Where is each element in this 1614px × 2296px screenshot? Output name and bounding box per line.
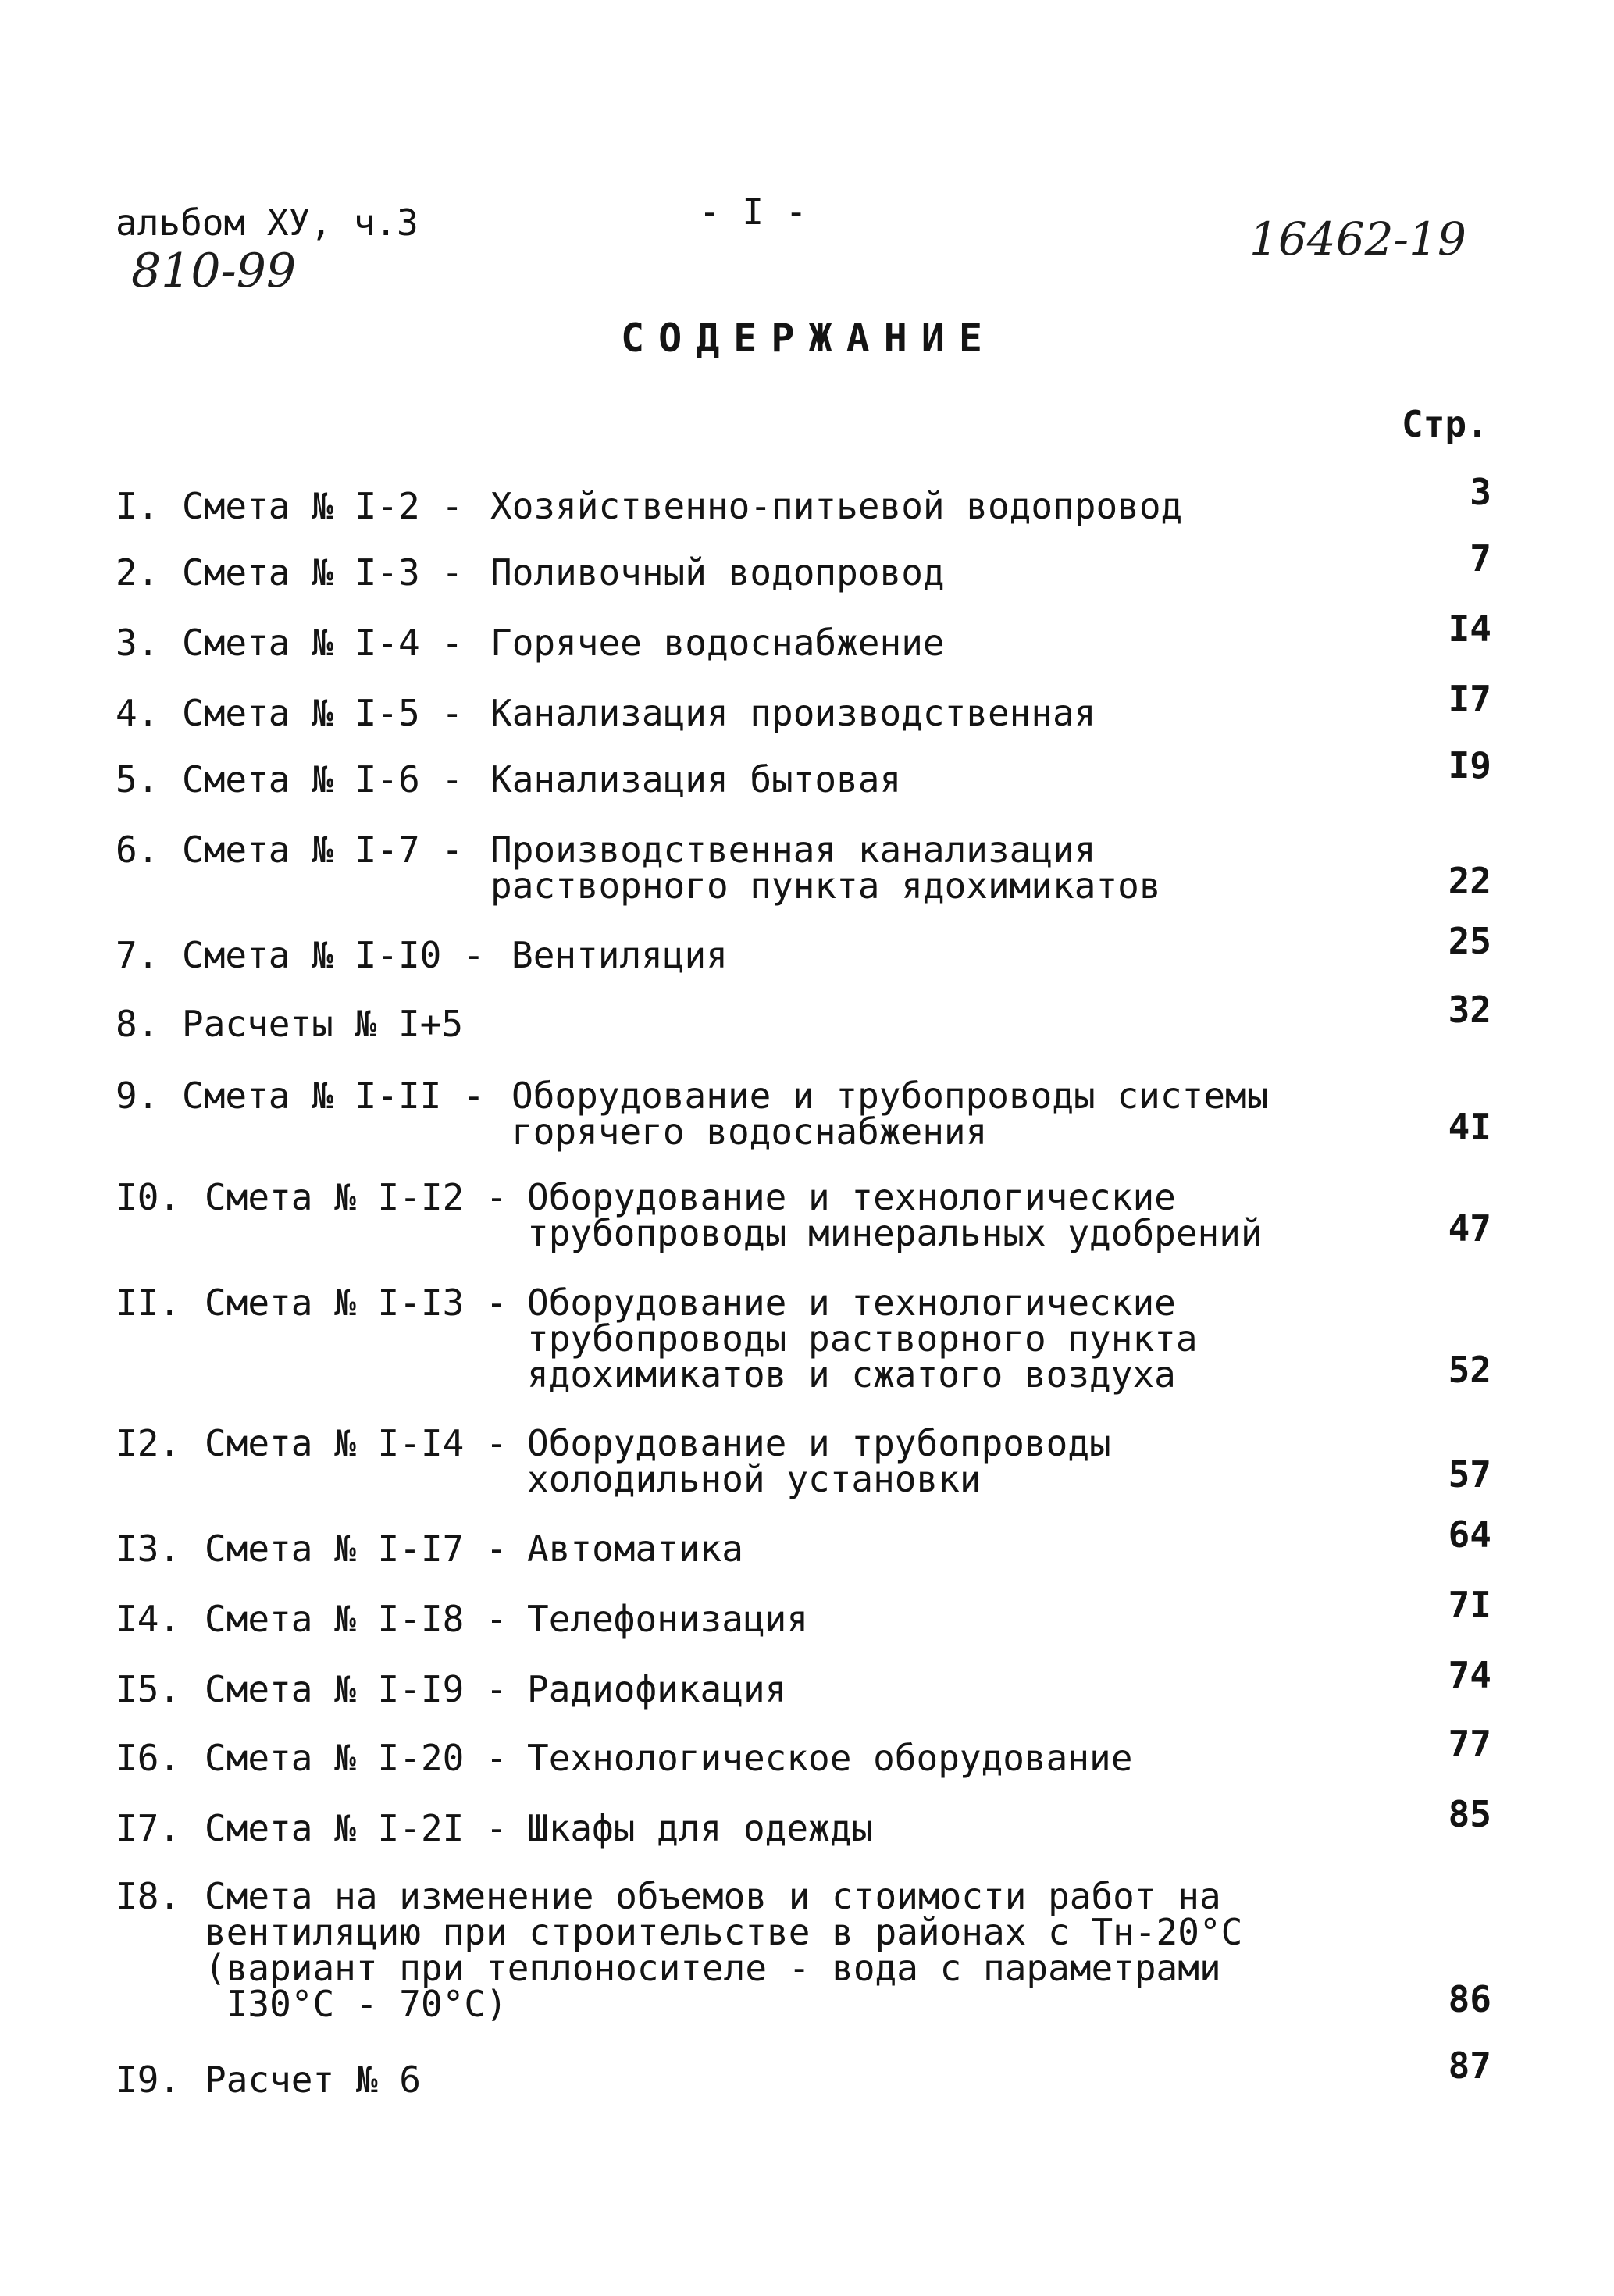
entry-page-number: 25: [1448, 920, 1491, 962]
entry-number: I7.: [116, 1807, 181, 1849]
description-line: холодильной установки: [527, 1458, 982, 1500]
entry-page-number: I9: [1448, 744, 1491, 786]
entry-number: II.: [116, 1282, 181, 1324]
entry-reference: Смета № I-II -: [182, 1075, 485, 1117]
description-line: вентиляцию при строительстве в районах с Тн-20°С: [205, 1911, 1243, 1953]
entry-reference: Смета № I-I4 -: [205, 1422, 508, 1464]
description-line: I30°С - 70°С): [205, 1983, 508, 2025]
entry-reference: Смета № I-I9 -: [205, 1668, 508, 1710]
entry-reference: Смета № I-6 -: [182, 758, 464, 800]
entry-page-number: 52: [1448, 1349, 1491, 1391]
entry-reference: Смета № I-4 -: [182, 622, 464, 664]
description-line: Канализация бытовая: [490, 758, 902, 800]
entry-number: I0.: [116, 1176, 181, 1218]
description-line: Оборудование и технологические: [527, 1176, 1176, 1218]
entry-page-number: 22: [1448, 860, 1491, 902]
entry-description: [490, 485, 1183, 527]
entry-page-number: 32: [1448, 989, 1491, 1031]
entry-reference: Смета № I-I2 -: [205, 1176, 508, 1218]
entry-page-number: 87: [1448, 2045, 1491, 2087]
entry-description: [527, 1422, 1111, 1500]
entry-number: I8.: [116, 1875, 181, 1917]
entry-number: 2.: [116, 551, 159, 594]
entry-description: [490, 551, 945, 594]
entry-number: I6.: [116, 1737, 181, 1779]
album-label: альбом ХУ, ч.3: [116, 201, 419, 244]
description-line: Смета на изменение объемов и стоимости работ на: [205, 1875, 1221, 1917]
description-line: Оборудование и технологические: [527, 1282, 1176, 1324]
entry-page-number: 86: [1448, 1978, 1491, 2020]
entry-reference: Смета № I-5 -: [182, 692, 464, 734]
description-line: Производственная канализация: [490, 829, 1096, 871]
entry-description: [527, 1668, 787, 1710]
handwritten-code-right: 16462-19: [1249, 212, 1466, 266]
description-line: Горячее водоснабжение: [490, 622, 945, 664]
description-line: Автоматика: [527, 1528, 743, 1570]
entry-number: I5.: [116, 1668, 181, 1710]
entry-reference: Смета № I-20 -: [205, 1737, 508, 1779]
entry-page-number: 3: [1470, 471, 1491, 513]
entry-description: [205, 1875, 1243, 2025]
entry-description: [511, 934, 728, 976]
entry-description: [527, 1737, 1133, 1779]
entry-description: [511, 1075, 1269, 1153]
entry-reference: Смета № I-7 -: [182, 829, 464, 871]
entry-reference: Смета № I-2I -: [205, 1807, 508, 1849]
entry-number: 5.: [116, 758, 159, 800]
entry-reference: Смета № I-3 -: [182, 551, 464, 594]
entry-page-number: 57: [1448, 1453, 1491, 1496]
description-line: трубопроводы растворного пункта: [527, 1317, 1198, 1360]
entry-reference: Смета № I-I0 -: [182, 934, 485, 976]
entry-reference: Смета № I-I7 -: [205, 1528, 508, 1570]
description-line: Радиофикация: [527, 1668, 787, 1710]
entry-number: 3.: [116, 622, 159, 664]
entry-number: 6.: [116, 829, 159, 871]
entry-page-number: 7: [1470, 537, 1491, 579]
description-line: Технологическое оборудование: [527, 1737, 1133, 1779]
description-line: ядохимикатов и сжатого воздуха: [527, 1353, 1176, 1396]
description-line: Телефонизация: [527, 1598, 809, 1640]
entry-page-number: 4I: [1448, 1106, 1491, 1148]
entry-page-number: 7I: [1448, 1584, 1491, 1626]
entry-page-number: 64: [1448, 1513, 1491, 1556]
description-line: Поливочный водопровод: [490, 551, 945, 594]
entry-page-number: I7: [1448, 678, 1491, 720]
description-line: горячего водоснабжения: [511, 1111, 988, 1153]
description-line: Канализация производственная: [490, 692, 1096, 734]
entry-reference: Смета № I-I8 -: [205, 1598, 508, 1640]
entry-description: [490, 692, 1096, 734]
entry-reference: Смета № I-2 -: [182, 485, 464, 527]
entry-description: [527, 1282, 1198, 1396]
description-line: Вентиляция: [511, 934, 728, 976]
entry-page-number: 47: [1448, 1207, 1491, 1250]
description-line: растворного пункта ядохимикатов: [490, 865, 1161, 907]
entry-page-number: 77: [1448, 1723, 1491, 1765]
page-column-header: Стр.: [1402, 403, 1488, 445]
entry-reference: Расчет № 6: [205, 2059, 421, 2101]
description-line: Шкафы для одежды: [527, 1807, 874, 1849]
entry-number: I4.: [116, 1598, 181, 1640]
entry-number: 4.: [116, 692, 159, 734]
entry-description: [527, 1528, 743, 1570]
entry-description: [490, 829, 1161, 907]
entry-number: I9.: [116, 2059, 181, 2101]
entry-number: I3.: [116, 1528, 181, 1570]
description-line: Оборудование и трубопроводы: [527, 1422, 1111, 1464]
entry-page-number: 85: [1448, 1793, 1491, 1835]
description-line: (вариант при теплоносителе - вода с параметрами: [205, 1947, 1221, 1989]
page-number: - I -: [699, 191, 807, 233]
description-line: трубопроводы минеральных удобрений: [527, 1212, 1263, 1254]
entry-number: 8.: [116, 1003, 159, 1045]
entry-reference: Смета № I-I3 -: [205, 1282, 508, 1324]
description-line: Хозяйственно-питьевой водопровод: [490, 485, 1183, 527]
entry-description: [527, 1598, 809, 1640]
description-line: Оборудование и трубопроводы системы: [511, 1075, 1269, 1117]
entry-number: 7.: [116, 934, 159, 976]
entry-number: I2.: [116, 1422, 181, 1464]
page-title: СОДЕРЖАНИЕ: [621, 316, 997, 361]
entry-page-number: I4: [1448, 608, 1491, 650]
entry-page-number: 74: [1448, 1654, 1491, 1696]
entry-number: 9.: [116, 1075, 159, 1117]
entry-description: [527, 1807, 874, 1849]
entry-reference: Расчеты № I+5: [182, 1003, 464, 1045]
handwritten-code-left: 810-99: [131, 244, 297, 298]
entry-description: [490, 758, 902, 800]
entry-number: I.: [116, 485, 159, 527]
entry-description: [527, 1176, 1263, 1254]
entry-description: [490, 622, 945, 664]
